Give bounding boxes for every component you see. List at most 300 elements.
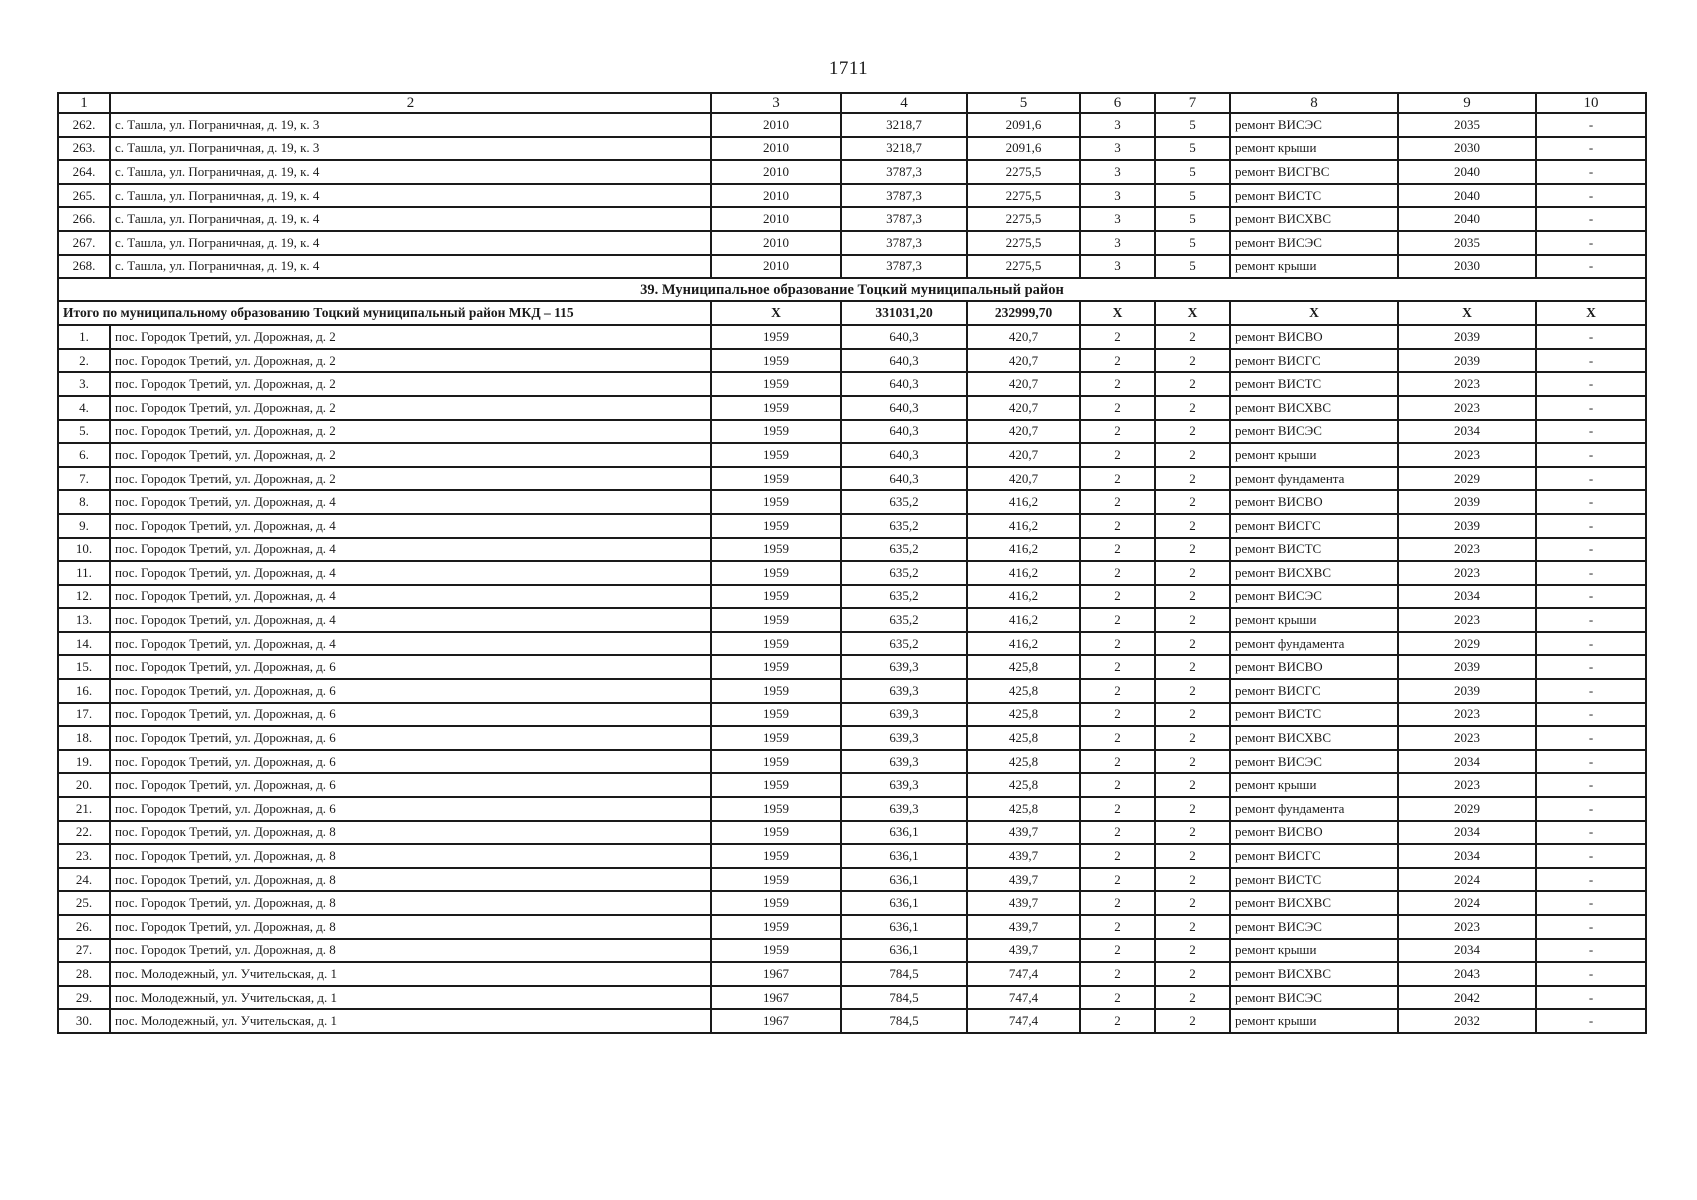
plan-year-cell: 2023	[1398, 372, 1536, 396]
row-number-cell: 29.	[58, 986, 110, 1010]
build-year-cell: 1959	[711, 443, 841, 467]
plan-year-cell: 2023	[1398, 443, 1536, 467]
row-number-cell: 12.	[58, 585, 110, 609]
note-cell: -	[1536, 608, 1646, 632]
floors-cell: 2	[1080, 797, 1155, 821]
address-cell: пос. Городок Третий, ул. Дорожная, д. 4	[110, 561, 711, 585]
entrances-cell: 2	[1155, 773, 1230, 797]
plan-year-cell: 2039	[1398, 655, 1536, 679]
living-area-cell: 425,8	[967, 655, 1080, 679]
table-row	[58, 372, 1646, 396]
table-row	[58, 325, 1646, 349]
note-cell: -	[1536, 349, 1646, 373]
floors-cell: 2	[1080, 608, 1155, 632]
living-area-cell: 425,8	[967, 750, 1080, 774]
note-cell: -	[1536, 325, 1646, 349]
plan-year-cell: 2034	[1398, 420, 1536, 444]
total-area-cell: 640,3	[841, 349, 967, 373]
work-type-cell: ремонт ВИСГС	[1230, 514, 1398, 538]
address-cell: пос. Городок Третий, ул. Дорожная, д. 6	[110, 703, 711, 727]
entrances-cell: 2	[1155, 915, 1230, 939]
address-cell: пос. Городок Третий, ул. Дорожная, д. 4	[110, 538, 711, 562]
note-cell: -	[1536, 137, 1646, 161]
work-type-cell: ремонт ВИСГС	[1230, 349, 1398, 373]
entrances-cell: 2	[1155, 561, 1230, 585]
table-row	[58, 443, 1646, 467]
address-cell: пос. Городок Третий, ул. Дорожная, д. 8	[110, 939, 711, 963]
entrances-cell: 2	[1155, 608, 1230, 632]
plan-year-cell: 2034	[1398, 939, 1536, 963]
build-year-cell: 1959	[711, 726, 841, 750]
entrances-cell: 2	[1155, 467, 1230, 491]
build-year-cell: 1959	[711, 585, 841, 609]
column-header: 9	[1398, 93, 1536, 113]
build-year-cell: 1959	[711, 868, 841, 892]
living-area-cell: 747,4	[967, 986, 1080, 1010]
entrances-cell: 2	[1155, 797, 1230, 821]
total-area-cell: 636,1	[841, 891, 967, 915]
address-cell: пос. Городок Третий, ул. Дорожная, д. 8	[110, 891, 711, 915]
floors-cell: 3	[1080, 184, 1155, 208]
total-area-cell: 636,1	[841, 844, 967, 868]
table-row	[58, 679, 1646, 703]
build-year-cell: 1959	[711, 915, 841, 939]
total-area-cell: 635,2	[841, 585, 967, 609]
living-area-cell: 425,8	[967, 726, 1080, 750]
build-year-cell: 1959	[711, 891, 841, 915]
build-year-cell: 1959	[711, 325, 841, 349]
entrances-cell: 2	[1155, 986, 1230, 1010]
note-cell: -	[1536, 939, 1646, 963]
plan-year-cell: 2040	[1398, 160, 1536, 184]
row-number-cell: 267.	[58, 231, 110, 255]
entrances-cell: 2	[1155, 396, 1230, 420]
row-number-cell: 265.	[58, 184, 110, 208]
work-type-cell: ремонт крыши	[1230, 608, 1398, 632]
build-year-cell: 1959	[711, 396, 841, 420]
work-type-cell: ремонт ВИСТС	[1230, 538, 1398, 562]
work-type-cell: ремонт ВИСХВС	[1230, 726, 1398, 750]
total-row	[58, 301, 1646, 325]
plan-year-cell: 2039	[1398, 349, 1536, 373]
total-area-cell: 639,3	[841, 703, 967, 727]
address-cell: с. Ташла, ул. Пограничная, д. 19, к. 3	[110, 113, 711, 137]
note-cell: -	[1536, 467, 1646, 491]
entrances-cell: 2	[1155, 821, 1230, 845]
build-year-cell: 1959	[711, 467, 841, 491]
address-cell: с. Ташла, ул. Пограничная, д. 19, к. 4	[110, 207, 711, 231]
living-area-cell: 2275,5	[967, 160, 1080, 184]
work-type-cell: ремонт ВИСТС	[1230, 868, 1398, 892]
table-row	[58, 821, 1646, 845]
table-row	[58, 561, 1646, 585]
entrances-cell: 2	[1155, 443, 1230, 467]
row-number-cell: 28.	[58, 962, 110, 986]
floors-cell: 2	[1080, 726, 1155, 750]
work-type-cell: ремонт ВИСЭС	[1230, 585, 1398, 609]
living-area-cell: 2275,5	[967, 207, 1080, 231]
total-area-cell: 3787,3	[841, 160, 967, 184]
entrances-cell: 2	[1155, 868, 1230, 892]
build-year-cell: 2010	[711, 184, 841, 208]
floors-cell: 2	[1080, 915, 1155, 939]
note-cell: -	[1536, 207, 1646, 231]
living-area-cell: 439,7	[967, 915, 1080, 939]
living-area-cell: 2091,6	[967, 137, 1080, 161]
total-area-cell: 3787,3	[841, 184, 967, 208]
plan-year-cell: 2023	[1398, 773, 1536, 797]
work-type-cell: ремонт ВИСГС	[1230, 679, 1398, 703]
work-type-cell: ремонт ВИСГВС	[1230, 160, 1398, 184]
build-year-cell: 1959	[711, 821, 841, 845]
plan-year-cell: 2023	[1398, 561, 1536, 585]
table-row	[58, 750, 1646, 774]
work-type-cell: ремонт крыши	[1230, 1009, 1398, 1033]
work-type-cell: ремонт крыши	[1230, 939, 1398, 963]
build-year-cell: 1959	[711, 679, 841, 703]
total-area-cell: 3787,3	[841, 255, 967, 279]
floors-cell: 2	[1080, 868, 1155, 892]
table-row	[58, 113, 1646, 137]
plan-year-cell: 2035	[1398, 113, 1536, 137]
column-header: 8	[1230, 93, 1398, 113]
floors-cell: 2	[1080, 349, 1155, 373]
table-row	[58, 632, 1646, 656]
plan-year-cell: 2023	[1398, 608, 1536, 632]
address-cell: пос. Городок Третий, ул. Дорожная, д. 2	[110, 325, 711, 349]
row-number-cell: 15.	[58, 655, 110, 679]
column-header: 1	[58, 93, 110, 113]
address-cell: пос. Городок Третий, ул. Дорожная, д. 6	[110, 797, 711, 821]
build-year-cell: 2010	[711, 113, 841, 137]
row-number-cell: 2.	[58, 349, 110, 373]
floors-cell: 2	[1080, 325, 1155, 349]
row-number-cell: 263.	[58, 137, 110, 161]
note-cell: -	[1536, 891, 1646, 915]
total-area-cell: 639,3	[841, 773, 967, 797]
build-year-cell: 1959	[711, 514, 841, 538]
living-area-cell: 425,8	[967, 773, 1080, 797]
build-year-cell: 2010	[711, 160, 841, 184]
address-cell: пос. Городок Третий, ул. Дорожная, д. 6	[110, 679, 711, 703]
total-area-cell: 639,3	[841, 750, 967, 774]
living-area-cell: 2275,5	[967, 255, 1080, 279]
living-area-cell: 416,2	[967, 490, 1080, 514]
row-number-cell: 19.	[58, 750, 110, 774]
floors-cell: 2	[1080, 986, 1155, 1010]
address-cell: пос. Молодежный, ул. Учительская, д. 1	[110, 986, 711, 1010]
entrances-cell: 5	[1155, 160, 1230, 184]
row-number-cell: 4.	[58, 396, 110, 420]
table-row	[58, 915, 1646, 939]
total-area-cell: 640,3	[841, 372, 967, 396]
entrances-cell: 2	[1155, 514, 1230, 538]
table-row	[58, 939, 1646, 963]
living-area-cell: 2275,5	[967, 231, 1080, 255]
note-cell: -	[1536, 372, 1646, 396]
living-area-cell: 420,7	[967, 325, 1080, 349]
table-row	[58, 467, 1646, 491]
table-row	[58, 726, 1646, 750]
living-area-cell: 439,7	[967, 868, 1080, 892]
entrances-cell: 2	[1155, 632, 1230, 656]
row-number-cell: 16.	[58, 679, 110, 703]
floors-cell: 3	[1080, 113, 1155, 137]
entrances-cell: 2	[1155, 679, 1230, 703]
address-cell: пос. Городок Третий, ул. Дорожная, д. 2	[110, 420, 711, 444]
build-year-cell: 2010	[711, 255, 841, 279]
row-number-cell: 1.	[58, 325, 110, 349]
address-cell: пос. Городок Третий, ул. Дорожная, д. 6	[110, 726, 711, 750]
total-area-sum-cell: 331031,20	[841, 301, 967, 325]
address-cell: пос. Городок Третий, ул. Дорожная, д. 2	[110, 396, 711, 420]
work-type-cell: ремонт крыши	[1230, 255, 1398, 279]
floors-cell: 2	[1080, 561, 1155, 585]
build-year-cell: 2010	[711, 207, 841, 231]
build-year-cell: 1959	[711, 939, 841, 963]
entrances-cell: 2	[1155, 420, 1230, 444]
work-type-cell: ремонт ВИСЭС	[1230, 113, 1398, 137]
total-area-cell: 635,2	[841, 608, 967, 632]
total-area-cell: 640,3	[841, 443, 967, 467]
work-type-cell: ремонт ВИСЭС	[1230, 915, 1398, 939]
address-cell: пос. Молодежный, ул. Учительская, д. 1	[110, 962, 711, 986]
note-cell: -	[1536, 490, 1646, 514]
table-row	[58, 255, 1646, 279]
floors-cell: 2	[1080, 891, 1155, 915]
work-type-cell: ремонт ВИСЭС	[1230, 750, 1398, 774]
table-row	[58, 396, 1646, 420]
entrances-cell: 5	[1155, 113, 1230, 137]
living-area-cell: 420,7	[967, 420, 1080, 444]
total-area-cell: 3787,3	[841, 207, 967, 231]
plan-year-cell: 2034	[1398, 821, 1536, 845]
table-row	[58, 490, 1646, 514]
address-cell: пос. Городок Третий, ул. Дорожная, д. 6	[110, 773, 711, 797]
note-cell: -	[1536, 443, 1646, 467]
table-row	[58, 773, 1646, 797]
table-row	[58, 538, 1646, 562]
build-year-cell: 1967	[711, 962, 841, 986]
floors-cell: 2	[1080, 490, 1155, 514]
living-area-cell: 2091,6	[967, 113, 1080, 137]
total-area-cell: 3218,7	[841, 113, 967, 137]
note-cell: -	[1536, 184, 1646, 208]
address-cell: пос. Городок Третий, ул. Дорожная, д. 4	[110, 490, 711, 514]
table-row	[58, 207, 1646, 231]
work-type-cell: ремонт ВИСТС	[1230, 703, 1398, 727]
work-type-cell: ремонт ВИСВО	[1230, 655, 1398, 679]
total-area-cell: 639,3	[841, 726, 967, 750]
living-area-cell: 425,8	[967, 797, 1080, 821]
work-type-cell: ремонт ВИСХВС	[1230, 396, 1398, 420]
total-area-cell: 635,2	[841, 632, 967, 656]
note-cell: -	[1536, 231, 1646, 255]
build-year-cell: 1959	[711, 490, 841, 514]
row-number-cell: 10.	[58, 538, 110, 562]
living-area-cell: 416,2	[967, 632, 1080, 656]
note-cell: -	[1536, 160, 1646, 184]
living-area-cell: 425,8	[967, 703, 1080, 727]
table-row	[58, 137, 1646, 161]
total-area-cell: 636,1	[841, 821, 967, 845]
row-number-cell: 17.	[58, 703, 110, 727]
work-type-cell: ремонт ВИСЭС	[1230, 231, 1398, 255]
column-header: 2	[110, 93, 711, 113]
note-cell: -	[1536, 561, 1646, 585]
build-year-cell: 1959	[711, 561, 841, 585]
floors-cell: 2	[1080, 632, 1155, 656]
table-row	[58, 844, 1646, 868]
note-cell: -	[1536, 915, 1646, 939]
total-work-cell: Х	[1230, 301, 1398, 325]
table-row	[58, 868, 1646, 892]
floors-cell: 2	[1080, 396, 1155, 420]
plan-year-cell: 2042	[1398, 986, 1536, 1010]
table-row	[58, 184, 1646, 208]
note-cell: -	[1536, 396, 1646, 420]
total-area-cell: 636,1	[841, 915, 967, 939]
row-number-cell: 18.	[58, 726, 110, 750]
page-number: 1711	[828, 58, 869, 79]
plan-year-cell: 2039	[1398, 514, 1536, 538]
table-row	[58, 962, 1646, 986]
note-cell: -	[1536, 1009, 1646, 1033]
table-row	[58, 349, 1646, 373]
work-type-cell: ремонт ВИСХВС	[1230, 207, 1398, 231]
living-area-cell: 416,2	[967, 608, 1080, 632]
work-type-cell: ремонт фундамента	[1230, 632, 1398, 656]
row-number-cell: 20.	[58, 773, 110, 797]
floors-cell: 2	[1080, 538, 1155, 562]
entrances-cell: 2	[1155, 939, 1230, 963]
row-number-cell: 264.	[58, 160, 110, 184]
address-cell: пос. Городок Третий, ул. Дорожная, д. 8	[110, 821, 711, 845]
build-year-cell: 1959	[711, 372, 841, 396]
total-area-cell: 3787,3	[841, 231, 967, 255]
note-cell: -	[1536, 986, 1646, 1010]
living-area-cell: 439,7	[967, 891, 1080, 915]
work-type-cell: ремонт крыши	[1230, 773, 1398, 797]
address-cell: пос. Городок Третий, ул. Дорожная, д. 6	[110, 750, 711, 774]
address-cell: с. Ташла, ул. Пограничная, д. 19, к. 3	[110, 137, 711, 161]
entrances-cell: 2	[1155, 585, 1230, 609]
entrances-cell: 2	[1155, 726, 1230, 750]
row-number-cell: 268.	[58, 255, 110, 279]
table-row	[58, 585, 1646, 609]
total-plan-year-cell: Х	[1398, 301, 1536, 325]
living-area-cell: 439,7	[967, 844, 1080, 868]
entrances-cell: 2	[1155, 750, 1230, 774]
floors-cell: 3	[1080, 207, 1155, 231]
work-type-cell: ремонт ВИСХВС	[1230, 561, 1398, 585]
entrances-cell: 5	[1155, 255, 1230, 279]
address-cell: пос. Городок Третий, ул. Дорожная, д. 8	[110, 915, 711, 939]
floors-cell: 2	[1080, 655, 1155, 679]
note-cell: -	[1536, 773, 1646, 797]
build-year-cell: 1959	[711, 655, 841, 679]
work-type-cell: ремонт ВИСХВС	[1230, 962, 1398, 986]
build-year-cell: 1959	[711, 349, 841, 373]
total-area-cell: 636,1	[841, 868, 967, 892]
plan-year-cell: 2024	[1398, 891, 1536, 915]
floors-cell: 2	[1080, 443, 1155, 467]
note-cell: -	[1536, 514, 1646, 538]
build-year-cell: 1959	[711, 797, 841, 821]
address-cell: пос. Городок Третий, ул. Дорожная, д. 4	[110, 632, 711, 656]
address-cell: с. Ташла, ул. Пограничная, д. 19, к. 4	[110, 184, 711, 208]
plan-year-cell: 2023	[1398, 915, 1536, 939]
plan-year-cell: 2034	[1398, 844, 1536, 868]
plan-year-cell: 2029	[1398, 797, 1536, 821]
note-cell: -	[1536, 538, 1646, 562]
plan-year-cell: 2023	[1398, 396, 1536, 420]
total-area-cell: 784,5	[841, 962, 967, 986]
floors-cell: 2	[1080, 372, 1155, 396]
plan-year-cell: 2040	[1398, 207, 1536, 231]
floors-cell: 2	[1080, 585, 1155, 609]
section-title: 39. Муниципальное образование Тоцкий муниципальный район	[58, 278, 1646, 301]
plan-year-cell: 2040	[1398, 184, 1536, 208]
row-number-cell: 27.	[58, 939, 110, 963]
row-number-cell: 21.	[58, 797, 110, 821]
work-type-cell: ремонт ВИСТС	[1230, 184, 1398, 208]
column-header: 7	[1155, 93, 1230, 113]
floors-cell: 2	[1080, 773, 1155, 797]
build-year-cell: 1967	[711, 986, 841, 1010]
row-number-cell: 30.	[58, 1009, 110, 1033]
row-number-cell: 8.	[58, 490, 110, 514]
total-area-cell: 784,5	[841, 986, 967, 1010]
plan-year-cell: 2034	[1398, 750, 1536, 774]
living-area-cell: 420,7	[967, 349, 1080, 373]
floors-cell: 2	[1080, 821, 1155, 845]
note-cell: -	[1536, 844, 1646, 868]
living-area-cell: 747,4	[967, 1009, 1080, 1033]
plan-year-cell: 2024	[1398, 868, 1536, 892]
floors-cell: 2	[1080, 939, 1155, 963]
table-row	[58, 514, 1646, 538]
row-number-cell: 5.	[58, 420, 110, 444]
floors-cell: 3	[1080, 231, 1155, 255]
address-cell: пос. Городок Третий, ул. Дорожная, д. 6	[110, 655, 711, 679]
entrances-cell: 5	[1155, 207, 1230, 231]
address-cell: пос. Городок Третий, ул. Дорожная, д. 4	[110, 608, 711, 632]
row-number-cell: 3.	[58, 372, 110, 396]
build-year-cell: 1967	[711, 1009, 841, 1033]
total-area-cell: 640,3	[841, 396, 967, 420]
work-type-cell: ремонт фундамента	[1230, 797, 1398, 821]
plan-year-cell: 2023	[1398, 703, 1536, 727]
row-number-cell: 23.	[58, 844, 110, 868]
column-header: 3	[711, 93, 841, 113]
entrances-cell: 2	[1155, 325, 1230, 349]
note-cell: -	[1536, 420, 1646, 444]
living-area-cell: 425,8	[967, 679, 1080, 703]
plan-year-cell: 2043	[1398, 962, 1536, 986]
work-type-cell: ремонт крыши	[1230, 443, 1398, 467]
table-row	[58, 608, 1646, 632]
total-area-cell: 639,3	[841, 679, 967, 703]
total-area-cell: 635,2	[841, 561, 967, 585]
build-year-cell: 1959	[711, 773, 841, 797]
floors-cell: 3	[1080, 160, 1155, 184]
plan-year-cell: 2032	[1398, 1009, 1536, 1033]
note-cell: -	[1536, 750, 1646, 774]
table-row	[58, 420, 1646, 444]
total-area-cell: 640,3	[841, 467, 967, 491]
total-floors-cell: Х	[1080, 301, 1155, 325]
